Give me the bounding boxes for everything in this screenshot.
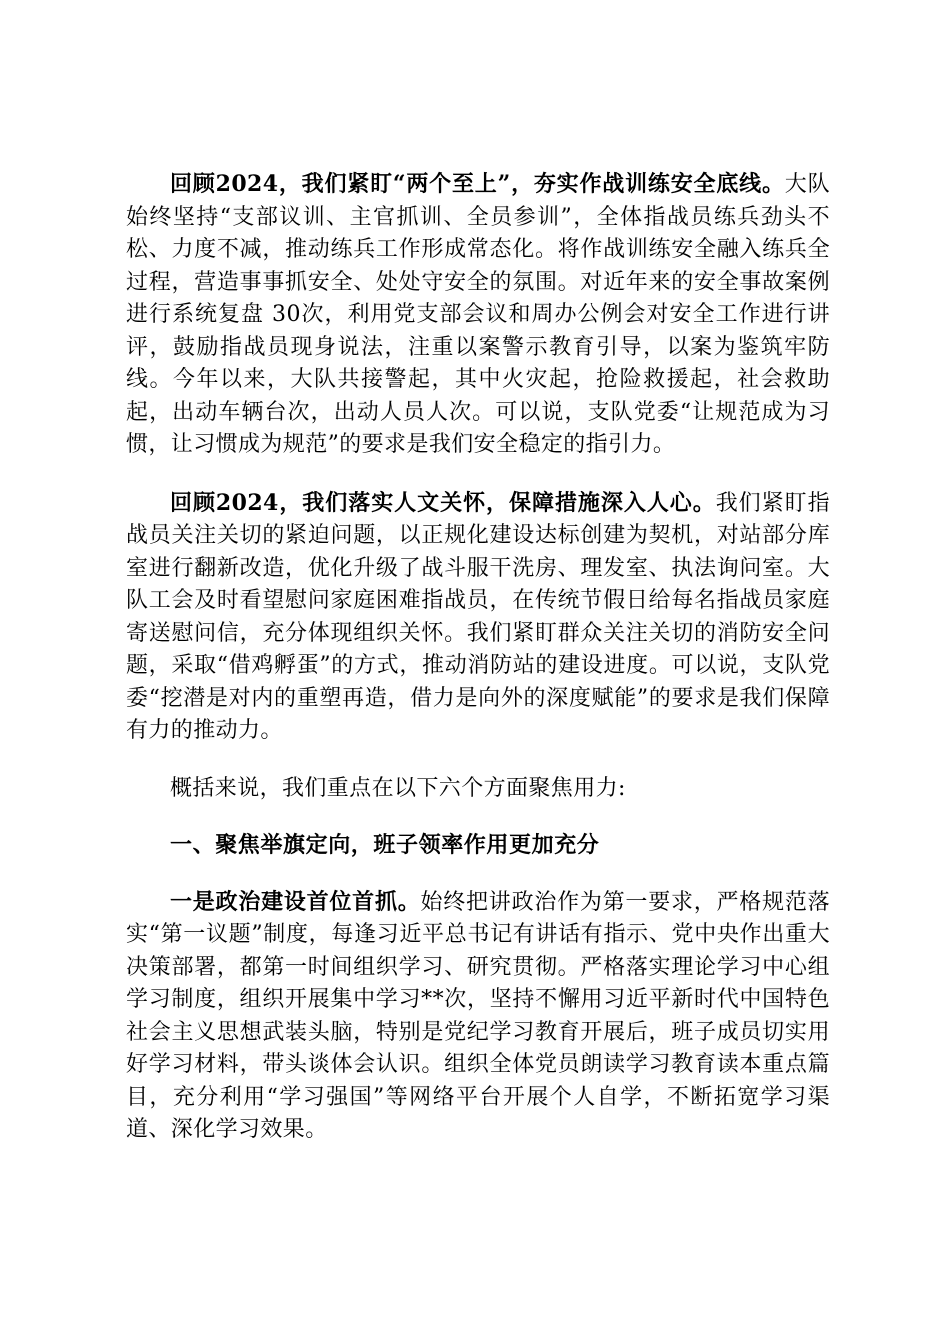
paragraph-political [126, 886, 830, 1147]
paragraph-body: 大队始终坚持“支部议训、主官抓训、全员参训”，全体指战员练兵劲头不松、力度不减，推动练兵工作形成常态化。将作战训练安全融入练兵全过程，营造事事抓安全、处处守安全的氛围。对近年来的安全事故案例进行系统复盘 30次，利用党支部会议和周办公例会对安全工作进行讲评，鼓励指战员现身说法，注重以案警示教育引导，以案为鉴筑牢防线。今年以来，大队共接警起，其中火灾起，抢险救援起，社会救助起，出动车辆台次，出动人员人次。可以说，支队党委“让规范成为习惯，让习惯成为规范”的要求是我们安全稳定的指引力。 [126, 172, 830, 457]
section-heading: 一、聚焦举旗定向，班子领率作用更加充分 [170, 832, 600, 858]
paragraph-care [126, 487, 830, 748]
paragraph-body: 始终把讲政治作为第一要求，严格规范落实“第一议题”制度，每逢习近平总书记有讲话有指示、党中央作出重大决策部署，都第一时间组织学习、研究贯彻。严格落实理论学习中心组学习制度，组织开展集中学习**次，坚持不懈用习近平新时代中国特色社会主义思想武装头脑，特别是党纪学习教育开展后，班子成员切实用好学习材料，带头谈体会认识。组织全体党员朗读学习教育读本重点篇目，充分利用“学习强国”等网络平台开展个人自学，不断拓宽学习渠道、深化学习效果。 [126, 889, 830, 1142]
paragraph-lead: 一是政治建设首位首抓。 [170, 888, 421, 915]
summary-line: 概括来说，我们重点在以下六个方面聚焦用力: [170, 775, 626, 801]
paragraph-lead: 回顾2024，我们紧盯“两个至上”，夯实作战训练安全底线。 [170, 171, 785, 197]
paragraph-lead: 回顾2024，我们落实人文关怀，保障措施深入人心。 [170, 489, 716, 516]
paragraph-body: 我们紧盯指战员关注关切的紧迫问题，以正规化建设达标创建为契机，对站部分库室进行翻新改造，优化升级了战斗服干洗房、理发室、执法询问室。大队工会及时看望慰问家庭困难指战员，在传统节假日给每名指战员家庭寄送慰问信，充分体现组织关怀。我们紧盯群众关注关切的消防安全问题，采取“借鸡孵蛋”的方式，推动消防站的建设进度。可以说，支队党委“挖潜是对内的重塑再造，借力是向外的深度赋能”的要求是我们保障有力的推动力。 [126, 490, 830, 743]
document-page [126, 168, 830, 1172]
paragraph-safety [126, 168, 830, 462]
